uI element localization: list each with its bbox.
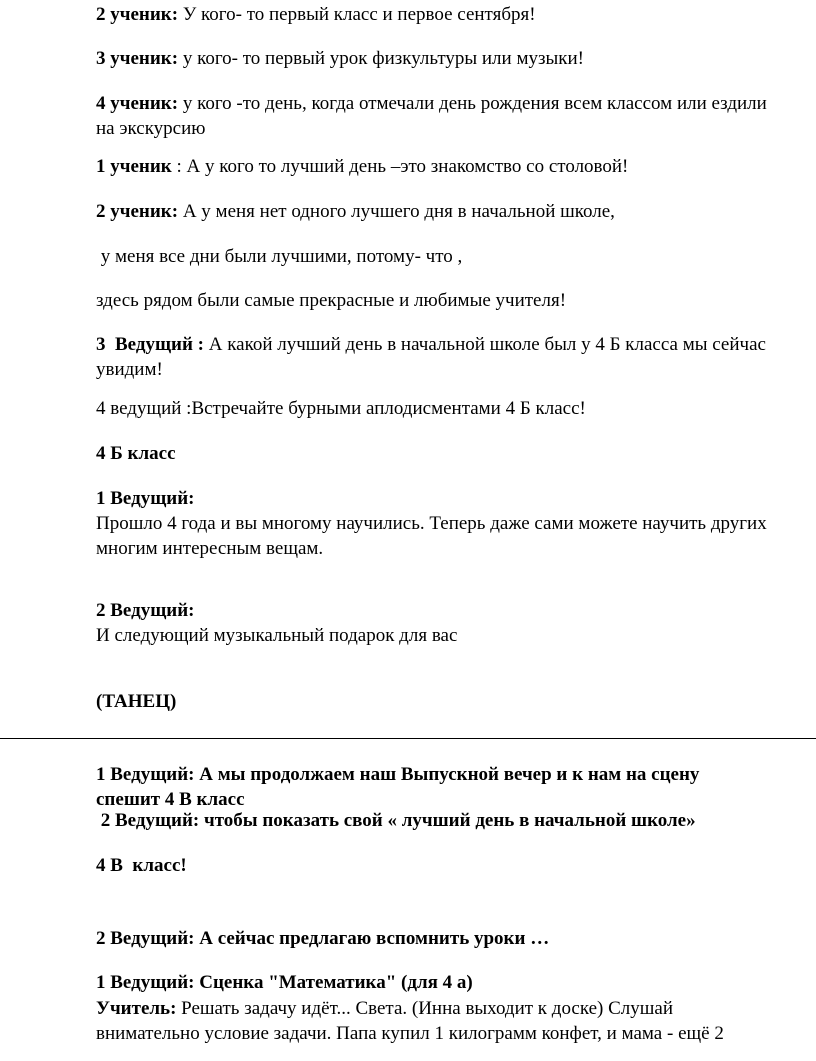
bold-text: 1 Ведущий: А мы продолжаем наш Выпускной вечер и к нам на сцену спешит 4 В класс [96,764,700,810]
line-text: 4 ведущий :Встречайте бурными аплодисментами 4 Б класс! [96,398,586,419]
speaker-label: 2 Ведущий: [96,600,195,621]
line-text: Прошло 4 года и вы многому научились. Теперь даже сами можете научить других многим интересным вещам. [96,513,767,559]
line-student-3 [96,46,768,71]
speaker-label: 1 Ведущий: [96,488,195,509]
line-host-2-lessons [96,926,768,951]
speaker-label: 1 ученик [96,156,172,177]
bold-text: 2 Ведущий: чтобы показать свой « лучший день в начальной школе» [96,810,696,831]
line-student-4 [96,91,768,141]
heading-text: 4 В класс! [96,855,187,876]
line-text: А у меня нет одного лучшего дня в начальной школе, [178,201,615,222]
speaker-label: 2 ученик: [96,4,179,25]
horizontal-rule [0,738,816,739]
line-host-3 [96,332,768,382]
line-text: У кого- то первый класс и первое сентября! [178,4,536,25]
line-text: здесь рядом были самые прекрасные и любимые учителя! [96,290,567,311]
speaker-label: Учитель: [96,998,177,1019]
heading-text: (ТАНЕЦ) [96,691,177,712]
line-student-1 [96,154,768,179]
line-text: у кого- то первый урок физкультуры или музыки! [178,48,584,69]
line-text: : А у кого то лучший день –это знакомство со столовой! [171,156,629,177]
speaker-label: 3 ученик: [96,48,179,69]
heading-4v-class [96,853,768,878]
line-host-2-bold [96,808,768,833]
line-text: И следующий музыкальный подарок для вас [96,625,458,646]
line-text: у меня все дни были лучшими, потому- что , [96,246,463,267]
line-text: у кого -то день, когда отмечали день рождения всем классом или ездили на экскурсию [96,93,767,139]
speaker-label: 2 ученик: [96,201,179,222]
heading-4b-class [96,441,768,466]
line-host-4 [96,396,768,421]
line-student-2 [96,2,768,27]
line-host-2 [96,598,768,648]
line-host-1-bold [96,762,768,812]
line-student-2b [96,199,768,224]
heading-dance [96,689,768,714]
speaker-label: 3 Ведущий : [96,334,204,355]
heading-text: 1 Ведущий: Сценка "Математика" (для 4 а) [96,972,473,993]
line-text: Решать задачу идёт... Света. (Инна выходит к доске) Слушай внимательно условие задачи. Папа купил 1 килограмм конфет, и мама - ещё 2 [96,998,724,1044]
line-text: А какой лучший день в начальной школе был у 4 Б класса мы сейчас увидим! [96,334,766,380]
bold-text: 2 Ведущий: А сейчас предлагаю вспомнить уроки … [96,928,550,949]
speaker-label: 4 ученик: [96,93,179,114]
heading-text: 4 Б класс [96,443,176,464]
line-continuation-2 [96,288,768,313]
line-continuation-1 [96,244,768,269]
line-teacher [96,996,768,1046]
heading-scene-math [96,970,768,995]
line-host-1 [96,486,768,561]
